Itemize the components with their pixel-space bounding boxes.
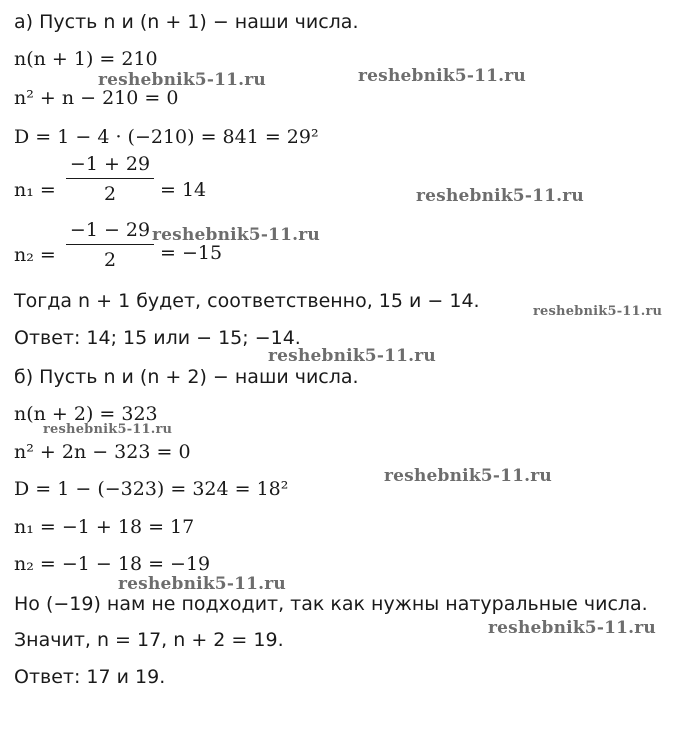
root-1-lhs: n₁ = — [14, 179, 56, 201]
part-a-equation-2: n² + n − 210 = 0 — [14, 87, 179, 109]
watermark: reshebnik5-11.ru — [98, 70, 266, 90]
watermark: reshebnik5-11.ru — [384, 466, 552, 486]
watermark: reshebnik5-11.ru — [533, 304, 663, 319]
part-a-conclusion: Тогда n + 1 будет, соответственно, 15 и − 14. — [14, 290, 480, 312]
fraction-bar — [66, 244, 154, 245]
watermark: reshebnik5-11.ru — [358, 66, 526, 86]
part-b-note: Но (−19) нам не подходит, так как нужны натуральные числа. — [14, 593, 648, 615]
root-2-result: = −15 — [160, 242, 223, 264]
root-2-fraction — [66, 218, 154, 272]
watermark: reshebnik5-11.ru — [43, 422, 173, 437]
part-b-equation-1: n(n + 2) = 323 — [14, 403, 158, 425]
part-b-conclusion: Значит, n = 17, n + 2 = 19. — [14, 629, 284, 651]
part-a-statement: а) Пусть n и (n + 1) − наши числа. — [14, 11, 359, 33]
part-b-root-1: n₁ = −1 + 18 = 17 — [14, 516, 195, 538]
part-b-root-2: n₂ = −1 − 18 = −19 — [14, 553, 211, 575]
part-a-answer: Ответ: 14; 15 или − 15; −14. — [14, 327, 301, 349]
watermark: reshebnik5-11.ru — [152, 225, 320, 245]
part-b-discriminant: D = 1 − (−323) = 324 = 18² — [14, 478, 289, 500]
root-1-result: = 14 — [160, 179, 207, 201]
root-2-denominator: 2 — [103, 249, 117, 271]
part-b-statement: б) Пусть n и (n + 2) − наши числа. — [14, 366, 359, 388]
root-1-fraction — [66, 152, 154, 206]
root-1-numerator: −1 + 29 — [69, 153, 151, 175]
root-1-denominator: 2 — [103, 183, 117, 205]
part-a-discriminant: D = 1 − 4 · (−210) = 841 = 29² — [14, 126, 319, 148]
root-2-lhs: n₂ = — [14, 244, 56, 266]
fraction-bar — [66, 178, 154, 179]
part-b-equation-2: n² + 2n − 323 = 0 — [14, 441, 191, 463]
watermark: reshebnik5-11.ru — [118, 574, 286, 594]
watermark: reshebnik5-11.ru — [416, 186, 584, 206]
part-a-equation-1: n(n + 1) = 210 — [14, 48, 158, 70]
part-b-answer: Ответ: 17 и 19. — [14, 666, 166, 688]
watermark: reshebnik5-11.ru — [268, 346, 436, 366]
root-2-numerator: −1 − 29 — [69, 219, 151, 241]
watermark: reshebnik5-11.ru — [488, 618, 656, 638]
